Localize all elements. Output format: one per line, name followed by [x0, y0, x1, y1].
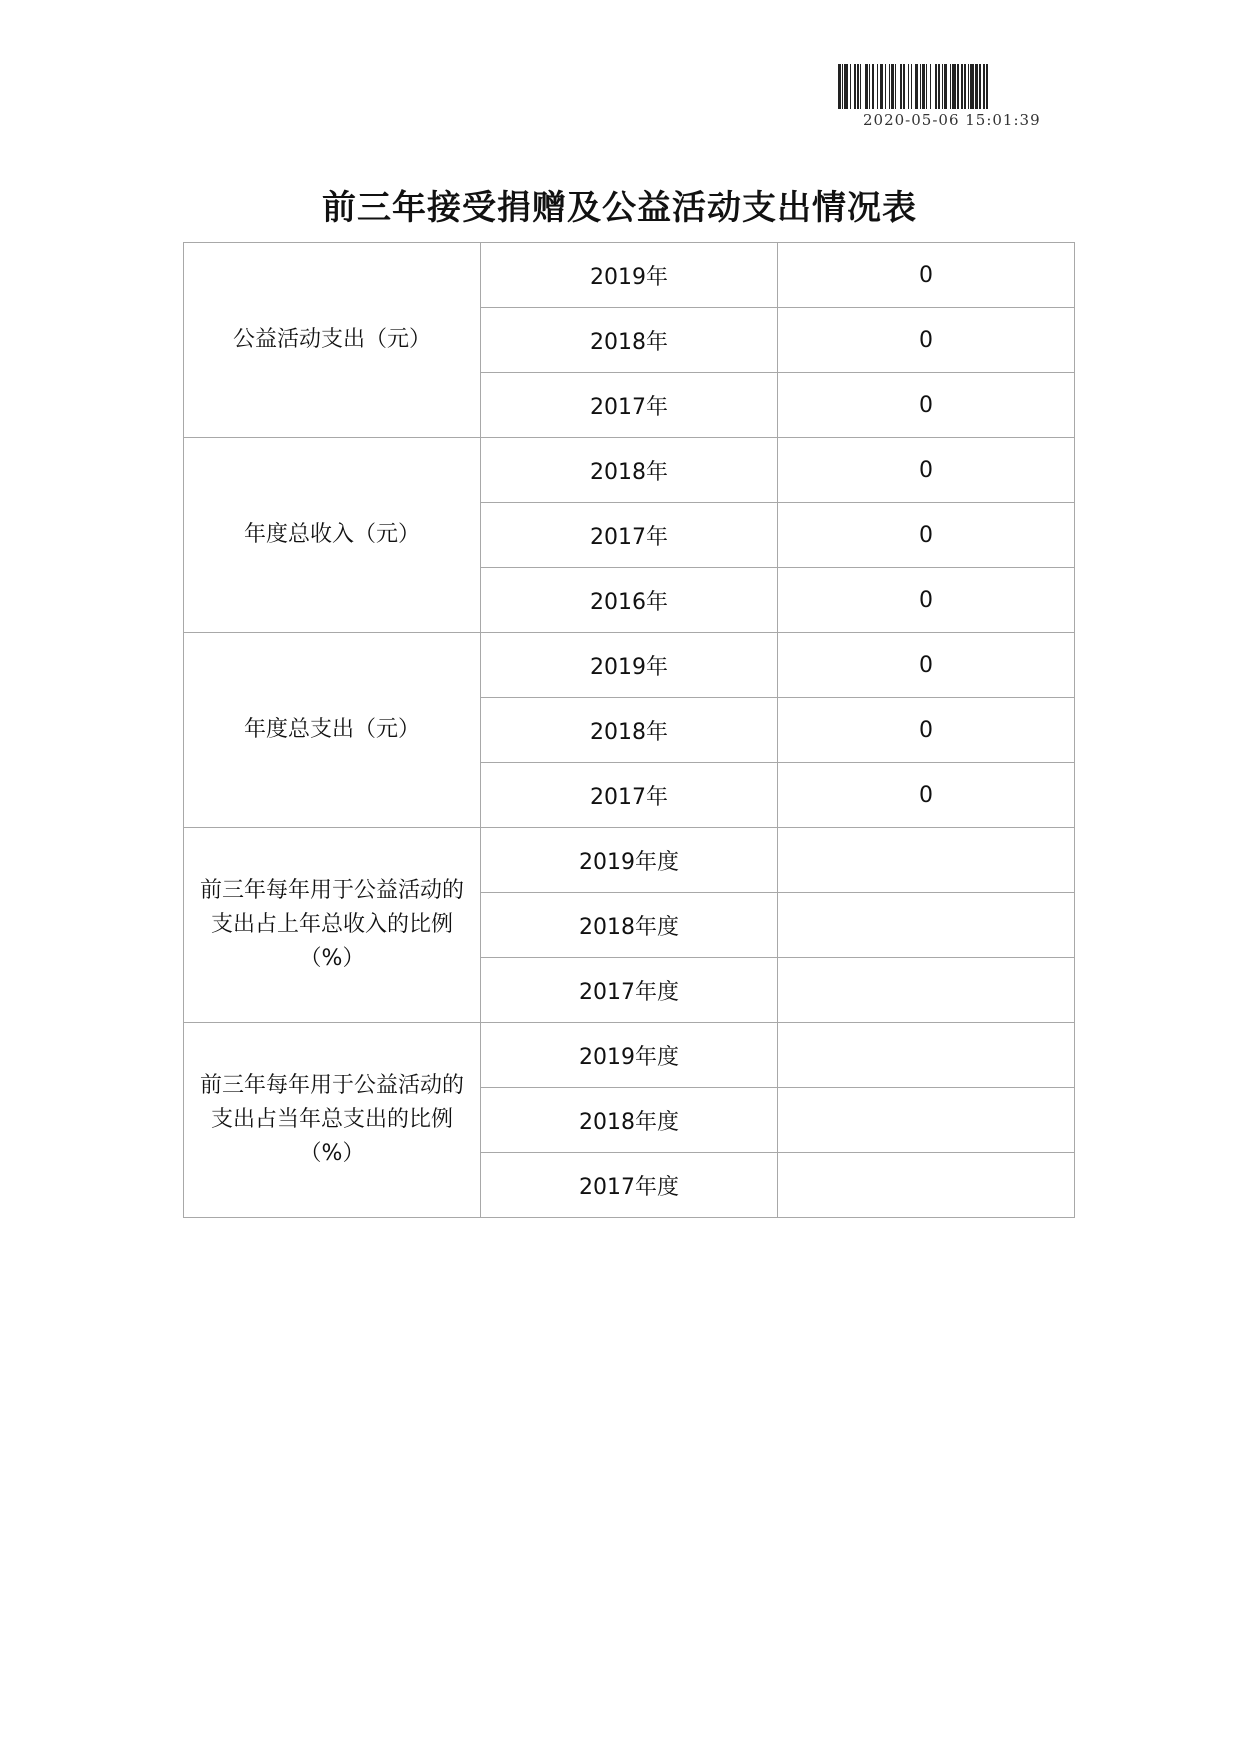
barcode-timestamp: 2020-05-06 15:01:39: [863, 111, 1041, 129]
year-cell: 2017年: [481, 763, 778, 828]
table-row: [184, 1023, 1075, 1088]
barcode-block: [838, 64, 1068, 129]
value-cell: 0: [778, 633, 1075, 698]
section-label: 前三年每年用于公益活动的支出占当年总支出的比例（%）: [184, 1023, 481, 1218]
value-cell: 0: [778, 243, 1075, 308]
table-row: [184, 828, 1075, 893]
year-cell: 2018年: [481, 698, 778, 763]
year-cell: 2019年: [481, 633, 778, 698]
year-cell: 2016年: [481, 568, 778, 633]
value-cell: [778, 893, 1075, 958]
table-row: [184, 243, 1075, 308]
section-label: 前三年每年用于公益活动的支出占上年总收入的比例（%）: [184, 828, 481, 1023]
section-label: 年度总支出（元）: [184, 633, 481, 828]
value-cell: [778, 1153, 1075, 1218]
value-cell: 0: [778, 308, 1075, 373]
table-row: [184, 438, 1075, 503]
value-cell: [778, 828, 1075, 893]
value-cell: 0: [778, 568, 1075, 633]
year-cell: 2019年度: [481, 1023, 778, 1088]
value-cell: 0: [778, 438, 1075, 503]
year-cell: 2018年: [481, 308, 778, 373]
year-cell: 2018年: [481, 438, 778, 503]
value-cell: 0: [778, 503, 1075, 568]
value-cell: 0: [778, 373, 1075, 438]
value-cell: [778, 1088, 1075, 1153]
donation-expense-table: [183, 242, 1075, 1218]
year-cell: 2017年: [481, 503, 778, 568]
year-cell: 2019年: [481, 243, 778, 308]
section-label: 年度总收入（元）: [184, 438, 481, 633]
barcode-gap: [988, 64, 989, 109]
value-cell: 0: [778, 698, 1075, 763]
value-cell: [778, 1023, 1075, 1088]
page-title: 前三年接受捐赠及公益活动支出情况表: [322, 188, 917, 228]
year-cell: 2017年度: [481, 1153, 778, 1218]
year-cell: 2019年度: [481, 828, 778, 893]
value-cell: [778, 958, 1075, 1023]
table-row: [184, 633, 1075, 698]
year-cell: 2018年度: [481, 1088, 778, 1153]
year-cell: 2018年度: [481, 893, 778, 958]
year-cell: 2017年: [481, 373, 778, 438]
section-label: 公益活动支出（元）: [184, 243, 481, 438]
year-cell: 2017年度: [481, 958, 778, 1023]
barcode-image: [838, 64, 1064, 109]
value-cell: 0: [778, 763, 1075, 828]
